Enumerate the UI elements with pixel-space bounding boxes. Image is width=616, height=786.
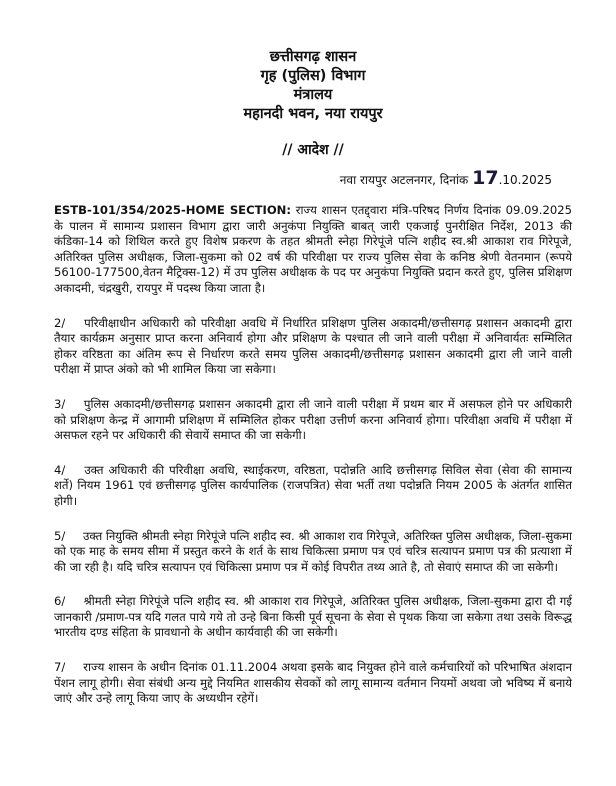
paragraph-6 bbox=[54, 594, 572, 641]
letterhead bbox=[54, 0, 572, 124]
paragraph-4 bbox=[54, 463, 572, 510]
date-prefix: नवा रायपुर अटलनगर, दिनांक bbox=[339, 173, 469, 187]
paragraph-7 bbox=[54, 660, 572, 707]
paragraph-1-text: राज्य शासन एतद्द्वारा मंत्रि-परिषद निर्णय दिनांक 09.09.2025 के पालन में सामान्य प्रशासन विभाग द्वारा जारी अनुकंपा नियुक्ति बाबत् जारी एकजाई पुनरीक्षित निर्देश, 2013 की कंडिका-14 को शिथिल करते हुए विशेष प्रकरण के तहत श्रीमती स्नेहा गिरेपूंजे पत्नि शहीद स्व.श्री आकाश राव गिरेपूजे, अतिरिक्त पुलिस अधीक्षक, जिला-सुकमा को 02 वर्ष की परिवीक्षा पर राज्य पुलिस सेवा के कनिष्ठ श्रेणी वेतनमान (रूपये 56100-177500,वेतन मैट्रिक्स-12) में उप पुलिस अधीक्षक के पद पर अनुकंपा नियुक्ति प्रदान करते हुए, पुलिस प्रशिक्षण अकादमी, चंद्रखुरी, रायपुर में पदस्थ किया जाता है। bbox=[54, 203, 573, 295]
order-title: // आदेश // bbox=[282, 142, 344, 158]
file-reference: ESTB-101/354/2025-HOME SECTION: bbox=[54, 203, 292, 217]
ministry-label: मंत्रालय bbox=[293, 87, 333, 103]
govt-name: छत्तीसगढ़ शासन bbox=[269, 49, 357, 65]
paragraph-3-number: 3/ bbox=[54, 396, 66, 411]
paragraph-7-text: राज्य शासन के अधीन दिनांक 01.11.2004 अथवा इसके बाद नियुक्त होने वाले कर्मचारियों को परिभाषित अंशदान पेंशन लागू होगी। सेवा संबंधी अन्य मुद्दे नियमित शासकीय सेवकों को लागू सामान्य वर्तमान नियमों अथवा जो भविष्य में बनाये जाएं और उन्हे लागू किया जाए के अध्यधीन रहेगें। bbox=[54, 660, 572, 706]
paragraph-6-text: श्रीमती स्नेहा गिरेपूंजे पत्नि शहीद स्व. श्री आकाश राव गिरेपूजे, अतिरिक्त पुलिस अधीक्षक, जिला-सुकमा द्वारा दी गई जानकारी /प्रमाण-पत्र यदि गलत पाये गये तो उन्हे बिना किसी पूर्व सूचना के सेवा से पृथक किया जा सकेगा तथा उसके विरूद्ध भारतीय दण्ड संहिता के प्रावधानो के अधीन कार्यवाही की जा सकेगी। bbox=[54, 594, 573, 640]
date-rest: .10.2025 bbox=[498, 173, 552, 187]
department-name: गृह (पुलिस) विभाग bbox=[260, 68, 366, 84]
paragraph-5 bbox=[54, 529, 572, 576]
paragraph-4-number: 4/ bbox=[54, 462, 66, 477]
paragraph-3 bbox=[54, 397, 572, 444]
office-address: महानदी भवन, नया रायपुर bbox=[243, 106, 383, 122]
paragraph-7-number: 7/ bbox=[54, 660, 66, 675]
paragraph-6-number: 6/ bbox=[54, 594, 66, 609]
paragraph-1 bbox=[54, 203, 572, 297]
paragraph-5-text: उक्त नियुक्ति श्रीमती स्नेहा गिरेपूंजे पत्नि शहीद स्व. श्री आकाश राव गिरेपूजे, अतिरिक्त पुलिस अधीक्षक, जिला-सुकमा को एक माह के समय सीमा में प्रस्तुत करने के शर्त के साथ चिकित्सा प्रमाण पत्र एवं चरित्र सत्यापन प्रमाण पत्र की प्रत्याशा में की जा रही है। यदि चरित्र सत्यापन एवं चिकित्सा प्रमाण पत्र में कोई विपरीत तथ्य आते है, तो सेवाएं समाप्त की जा सकेगी। bbox=[54, 528, 572, 574]
paragraph-5-number: 5/ bbox=[54, 528, 66, 543]
paragraph-4-text: उक्त अधिकारी की परिवीक्षा अवधि, स्थाईकरण, वरिष्ठता, पदोन्नति आदि छत्तीसगढ़ सिविल सेवा (सेवा की सामान्य शर्ते) नियम 1961 एवं छत्तीसगढ़ पुलिस कार्यपालिक (राजपत्रित) सेवा भर्ती तथा पदोन्नति नियम 2005 के अंतर्गत शासित होगी। bbox=[54, 462, 573, 508]
paragraph-2 bbox=[54, 316, 572, 378]
handwritten-date-day: 17 bbox=[472, 167, 499, 189]
paragraph-2-text: परिवीक्षाधीन अधिकारी को परिवीक्षा अवधि में निर्धारित प्रशिक्षण पुलिस अकादमी/छत्तीसगढ़ प्रशासन अकादमी द्वारा तैयार कार्यक्रम अनुसार प्राप्त करना अनिवार्य होगा और प्रशिक्षण के पश्चात ली जाने वाली परीक्षा में अनिवार्यतः सम्मिलित होकर वरिष्ठता का अंतिम रूप से निर्धारण करते समय पुलिस अकादमी/छत्तीसगढ़ प्रशासन अकादमी द्वारा ली जाने वाली परीक्षा में प्राप्त अंको को भी शामिल किया जा सकेगा। bbox=[54, 315, 572, 377]
paragraph-3-text: पुलिस अकादमी/छत्तीसगढ़ प्रशासन अकादमी द्वारा ली जाने वाली परीक्षा में प्रथम बार में असफल होने पर अधिकारी को प्रशिक्षण केन्द्र में आगामी प्रशिक्षण में सम्मिलित होकर परीक्षा उत्तीर्ण करना अनिवार्य होगा। परिवीक्षा अवधि में परीक्षा में असफल रहने पर अधिकारी की सेवायें समाप्त की जा सकेगी। bbox=[54, 396, 572, 443]
order-dateline bbox=[54, 167, 572, 189]
paragraph-2-number: 2/ bbox=[54, 315, 66, 330]
